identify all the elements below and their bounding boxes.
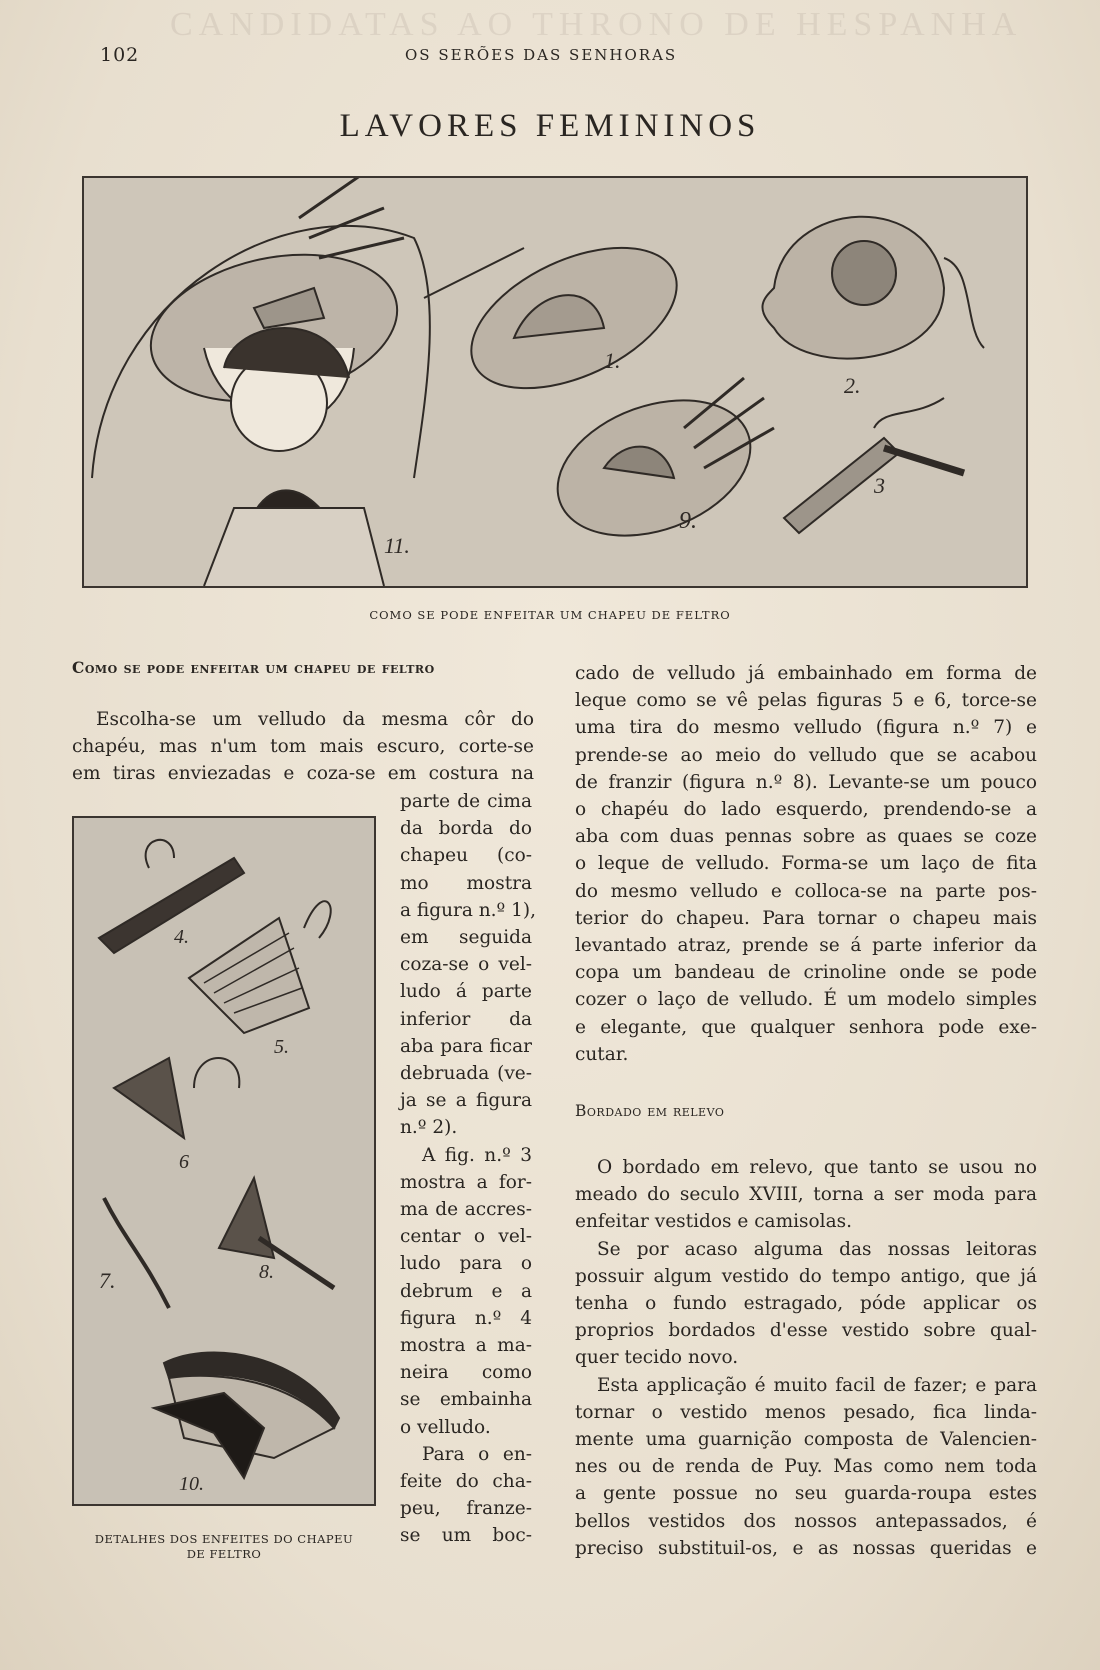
- column1-narrow: [400, 788, 537, 1550]
- text-line: enfeitar vestidos e camisolas.: [575, 1211, 852, 1233]
- text-line: copa um bandeau de crinoline onde se pode: [575, 962, 1037, 984]
- article-heading-embroidery: Bordado em relevo: [575, 1102, 725, 1120]
- text-line: A fig. n.º 3: [422, 1144, 532, 1166]
- text-line: nes ou de renda de Puy. Mas como nem toda: [575, 1456, 1037, 1478]
- text-line: ludo para o: [400, 1253, 532, 1275]
- text-line: possuir algum vestido do tempo antigo, que já: [575, 1265, 1037, 1287]
- text-line: figura n.º 4: [400, 1307, 532, 1329]
- bleed-through-text: CANDIDATAS AO THRONO DE HESPANHA: [170, 6, 1023, 43]
- text-line: neira como: [400, 1362, 532, 1384]
- fig-label-11: 11.: [384, 533, 410, 558]
- text-line: preciso substituil-os, e as nossas queridas e: [575, 1537, 1037, 1559]
- text-line: o chapéu do lado esquerdo, prendendo-se a: [575, 799, 1037, 821]
- text-line: debruada (ve-: [400, 1063, 532, 1085]
- text-line: do mesmo velludo e colloca-se na parte pos-: [575, 880, 1037, 902]
- text-line: da borda do: [400, 818, 532, 840]
- hat-illustration-top: [82, 176, 1028, 588]
- text-line: ja se a figura: [400, 1090, 532, 1112]
- section-title: LAVORES FEMININOS: [339, 108, 761, 144]
- left-caption-line: DE FELTRO: [186, 1547, 262, 1561]
- text-line: O bordado em relevo, que tanto se usou no: [597, 1157, 1037, 1178]
- fig-label-9: 9.: [679, 508, 697, 534]
- text-line: mo mostra: [400, 872, 532, 894]
- text-line: mostra a for-: [400, 1171, 532, 1193]
- text-line: cozer o laço de velludo. É um modelo simples: [575, 989, 1037, 1011]
- text-line: em seguida: [400, 927, 532, 949]
- text-line: se um boc-: [400, 1525, 532, 1547]
- text-line: Para o en-: [422, 1443, 532, 1465]
- text-line: leque como se vê pelas figuras 5 e 6, torce-se: [575, 690, 1037, 712]
- text-line: proprios bordados d'esse vestido sobre qual-: [575, 1320, 1037, 1342]
- text-line: em tiras enviezadas e coza-se em costura na: [72, 763, 534, 785]
- text-line: Esta applicação é muito facil de fazer; e para: [597, 1374, 1037, 1396]
- text-line: cado de velludo já embainhado em forma de: [575, 663, 1037, 684]
- text-line: parte de cima: [400, 791, 532, 812]
- left-caption-line: DETALHES DOS ENFEITES DO CHAPEU: [94, 1532, 354, 1546]
- left-figure-caption: [72, 1532, 376, 1562]
- text-line: coza-se o vel-: [400, 954, 532, 976]
- hat-drawings-svg: [84, 178, 1026, 586]
- detail-label-10: 10.: [179, 1473, 204, 1495]
- fig-label-2: 2.: [844, 373, 861, 398]
- article-heading-hat: Como se pode enfeitar um chapeu de feltro: [72, 658, 435, 677]
- detail-label-5: 5.: [274, 1036, 289, 1058]
- detail-label-7: 7.: [99, 1268, 116, 1293]
- top-figure-caption: COMO SE PODE ENFEITAR UM CHAPEU DE FELTRO: [369, 608, 731, 622]
- text-line: terior do chapeu. Para tornar o chapeu mais: [575, 907, 1037, 929]
- text-line: Escolha-se um velludo da mesma côr do: [96, 709, 534, 730]
- text-line: ma de accres-: [400, 1199, 532, 1221]
- detail-label-4: 4.: [174, 926, 189, 948]
- text-line: a gente possue no seu guarda-roupa estes: [575, 1483, 1037, 1505]
- text-line: chapéu, mas n'um tom mais escuro, corte-se: [72, 736, 534, 758]
- text-line: inferior da: [400, 1008, 532, 1030]
- running-title: OS SERÕES DAS SENHORAS: [405, 46, 678, 64]
- text-line: o velludo.: [400, 1416, 491, 1438]
- column1-opening: [72, 706, 534, 788]
- text-line: Se por acaso alguma das nossas leitoras: [597, 1238, 1037, 1260]
- text-line: aba para ficar: [400, 1035, 532, 1057]
- column2-embroidery-text: [575, 1154, 1037, 1562]
- text-line: uma tira do mesmo velludo (figura n.º 7) e: [575, 717, 1037, 739]
- page-number: 102: [100, 44, 140, 66]
- fig-label-3: 3: [874, 473, 885, 498]
- text-line: ludo á parte: [400, 981, 532, 1003]
- text-line: se embainha: [400, 1389, 532, 1411]
- detail-label-8: 8.: [259, 1261, 274, 1283]
- text-line: quer tecido novo.: [575, 1347, 739, 1369]
- text-line: cutar.: [575, 1043, 629, 1065]
- text-line: e elegante, que qualquer senhora pode exe-: [575, 1016, 1037, 1038]
- text-line: tornar o vestido menos pesado, fica linda-: [575, 1401, 1037, 1423]
- column2-text: [575, 660, 1037, 1068]
- text-line: a figura n.º 1),: [400, 899, 537, 921]
- text-line: o leque de velludo. Forma-se um laço de fita: [575, 853, 1037, 875]
- text-line: n.º 2).: [400, 1117, 458, 1139]
- text-line: centar o vel-: [400, 1226, 532, 1248]
- text-line: feite do cha-: [400, 1471, 532, 1493]
- text-line: peu, franze-: [400, 1498, 532, 1520]
- text-line: aba com duas pennas sobre as quaes se coze: [575, 826, 1037, 848]
- text-line: meado do seculo XVIII, torna a ser moda para: [575, 1184, 1037, 1206]
- text-line: chapeu (co-: [400, 845, 532, 867]
- text-line: tenha o fundo estragado, póde applicar os: [575, 1293, 1037, 1315]
- fig-label-1: 1.: [604, 348, 621, 373]
- text-line: de franzir (figura n.º 8). Levante-se um pouco: [575, 771, 1037, 793]
- text-line: debrum e a: [400, 1280, 532, 1302]
- text-line: bellos vestidos dos nossos antepassados, é: [575, 1510, 1037, 1532]
- detail-label-6: 6: [179, 1151, 189, 1173]
- hat-details-illustration: [72, 816, 376, 1506]
- text-line: levantado atraz, prende se á parte inferior da: [575, 935, 1037, 957]
- text-line: prende-se ao meio do velludo que se acabou: [575, 744, 1037, 766]
- text-line: mente uma guarnição composta de Valencien-: [575, 1429, 1037, 1451]
- hat-details-svg: [74, 818, 374, 1504]
- text-line: mostra a ma-: [400, 1335, 532, 1357]
